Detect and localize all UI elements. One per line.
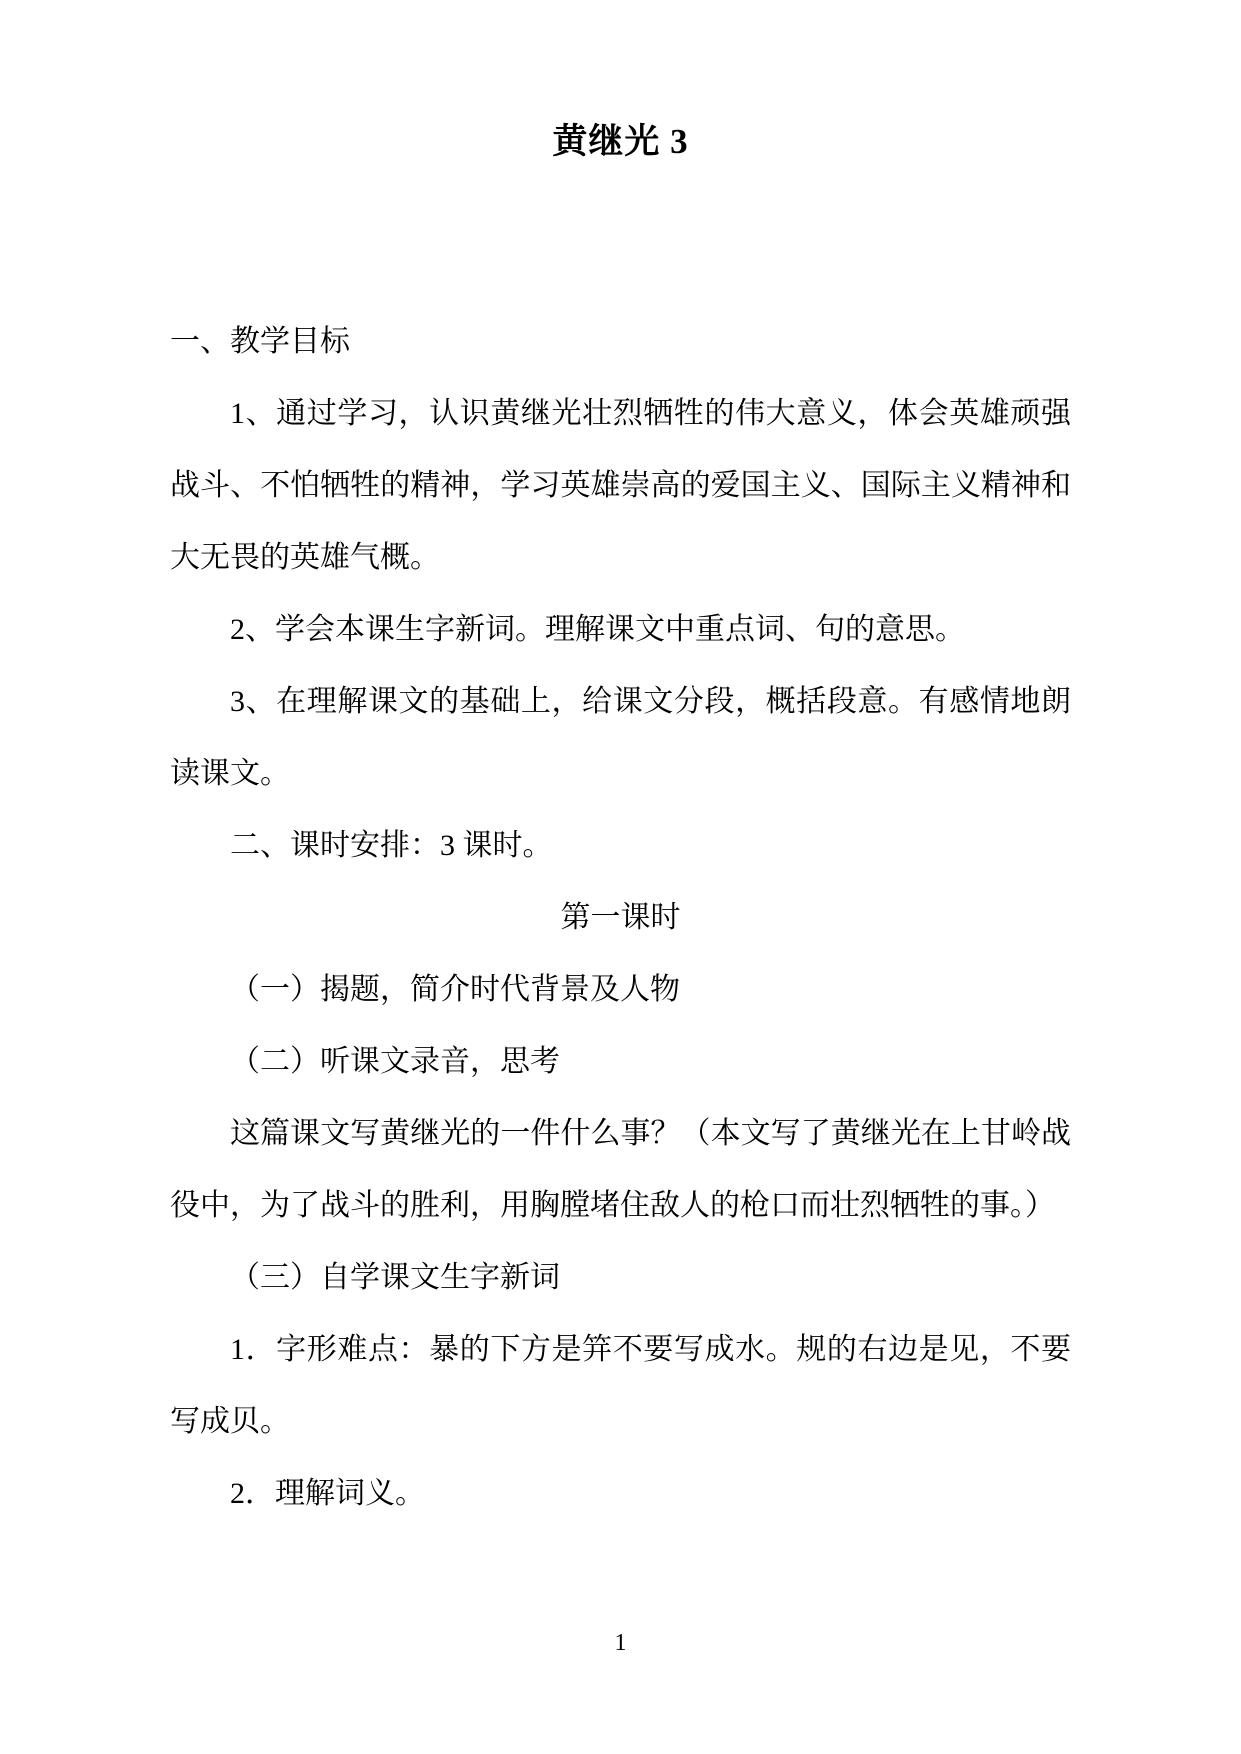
page-number: 1	[614, 1630, 627, 1656]
document-body	[170, 306, 1071, 1530]
document-title: 黄继光 3	[552, 122, 689, 161]
paragraph-goal-3: 3、在理解课文的基础上，给课文分段，概括段意。有感情地朗读课文。	[170, 685, 1071, 790]
paragraph-goal-1: 1、通过学习，认识黄继光壮烈牺牲的伟大意义，体会英雄顽强战斗、不怕牺牲的精神，学习英雄崇高的爱国主义、国际主义精神和大无畏的英雄气概。	[170, 397, 1071, 574]
paragraph-question: 这篇课文写黄继光的一件什么事？（本文写了黄继光在上甘岭战役中，为了战斗的胜利，用胸膛堵住敌人的枪口而壮烈牺牲的事。）	[170, 1117, 1071, 1222]
paragraph-teaching-goals-heading: 一、教学目标	[170, 325, 350, 358]
paragraph-word-meaning: 2．理解词义。	[230, 1477, 425, 1510]
paragraph-section-1: （一）揭题，简介时代背景及人物	[230, 973, 680, 1006]
paragraph-section-3: （三）自学课文生字新词	[230, 1261, 560, 1294]
paragraph-goal-2: 2、学会本课生字新词。理解课文中重点词、句的意思。	[230, 613, 965, 646]
paragraph-character-difficulty: 1．字形难点：暴的下方是笄不要写成水。规的右边是见，不要写成贝。	[170, 1333, 1071, 1438]
paragraph-section-2: （二）听课文录音，思考	[230, 1045, 560, 1078]
subheading-first-lesson: 第一课时	[560, 901, 681, 934]
paragraph-lesson-schedule: 二、课时安排：3 课时。	[230, 829, 553, 862]
